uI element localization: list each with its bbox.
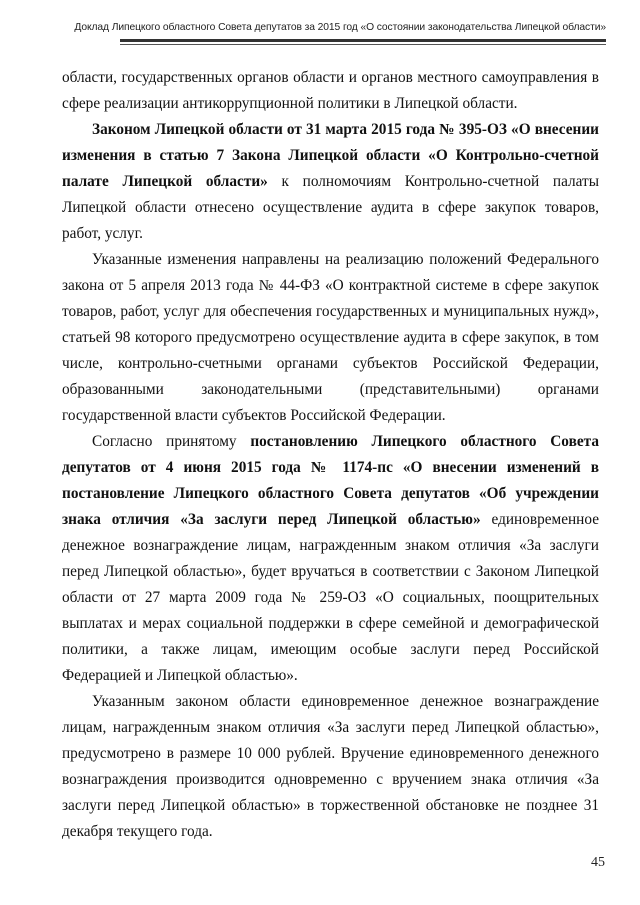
paragraph-text: Указанные изменения направлены на реализацию положений Федерального закона от 5 апреля 2013 года № 44-ФЗ «О контрактной системе в сфере закупок товаров, работ, услуг для обеспечения государственных и муниципальных нужд», статьей 98 которого предусмотрено осуществление аудита в сфере закупок, в том числе, контрольно-счетными органами субъектов Российской Федерации, образованными законодательными (представительными) органами государственной власти субъектов Российской Федерации. — [62, 251, 599, 424]
page-number: 45 — [591, 855, 605, 870]
header-rule-thin — [120, 44, 606, 45]
paragraph-text: Указанным законом области единовременное денежное вознаграждение лицам, награжденным знаком отличия «За заслуги перед Липецкой областью», предусмотрено в размере 10 000 рублей. Вручение единовременного денежного вознаграждения производится одновременно с вручением знака отличия «За заслуги перед Липецкой областью» в торжественной обстановке не позднее 31 декабря текущего года. — [62, 693, 599, 840]
paragraph-law-395 — [62, 117, 599, 247]
law-reference: Законом Липецкой области от 31 марта 2015 года № 395-ОЗ «О внесении изменения в статью 7 Закона Липецкой области «О Контрольно-счетной палате Липецкой области» — [62, 121, 599, 190]
paragraph-federal-law — [62, 247, 599, 429]
header-rule-thick — [120, 39, 606, 42]
paragraph-continuation — [62, 65, 599, 117]
paragraph-reward — [62, 689, 599, 845]
document-body — [62, 65, 599, 845]
running-header: Доклад Липецкого областного Совета депутатов за 2015 год «О состоянии законодательства Липецкой области» — [74, 22, 606, 33]
paragraph-resolution-1174 — [62, 429, 599, 689]
paragraph-text: единовременное денежное вознаграждение лицам, награжденным знаком отличия «За заслуги перед Липецкой областью», будет вручаться в соответствии с Законом Липецкой области от 27 марта 2009 года № 259-ОЗ «О социальных, поощрительных выплатах и мерах социальной поддержки в сфере семейной и демографической политики, а также лицам, имеющим особые заслуги перед Российской Федерацией и Липецкой областью». — [62, 511, 599, 684]
resolution-reference: постановлению Липецкого областного Совета депутатов от 4 июня 2015 года № 1174-пс «О внесении изменений в постановление Липецкого областного Совета депутатов «Об учреждении знака отличия «За заслуги перед Липецкой областью» — [62, 433, 599, 528]
paragraph-text: к полномочиям Контрольно-счетной палаты Липецкой области отнесено осуществление аудита в сфере закупок товаров, работ, услуг. — [62, 173, 599, 242]
paragraph-lead: Согласно принятому — [92, 433, 251, 450]
paragraph-text: области, государственных органов области и органов местного самоуправления в сфере реализации антикоррупционной политики в Липецкой области. — [62, 69, 599, 112]
